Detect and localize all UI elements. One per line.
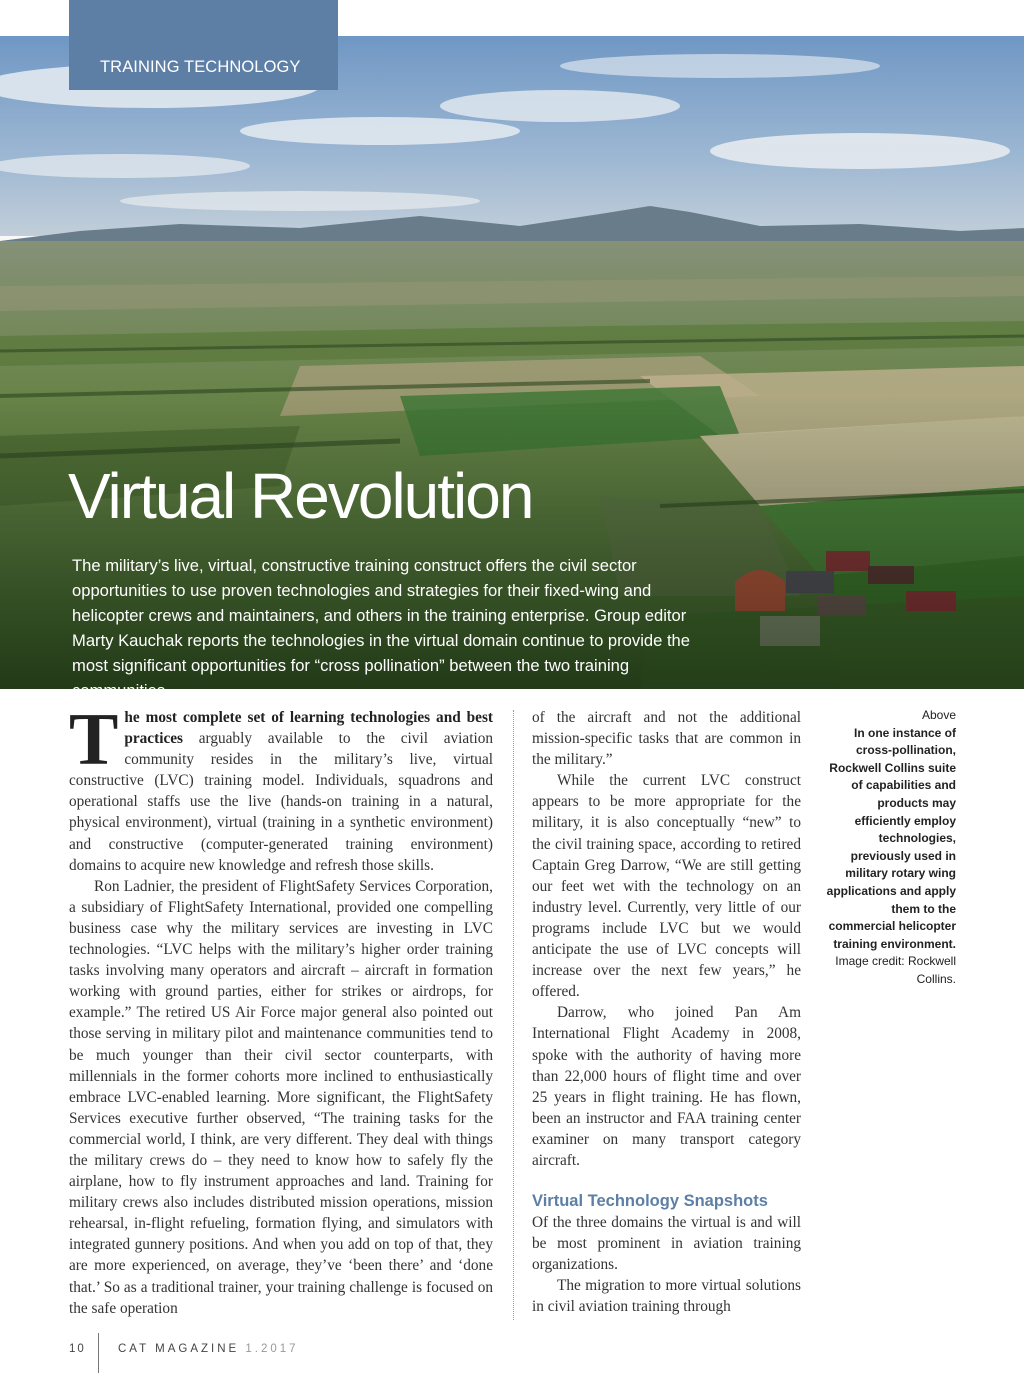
article-paragraph: Ron Ladnier, the president of FlightSafety Services Corporation, a subsidiary of FlightSafety International, provided one compelling business case why the military services are investing in LVC technologies. “LVC helps with the military’s higher order training tasks involving many operators and aircraft – aircraft in formation working with ground parties, either for strikes or airdrops, for example.” The retired US Air Force major general also pointed out those serving in military pilot and maintenance communities tend to be much younger than their civil sector counterparts, with millennials in the former cohorts more inclined to enthusiastically embrace LVC-enabled learning. More significant, the FlightSafety Services executive further observed, “The training tasks for the commercial world, I think, are very different. They deal with things the military crews do – they need to know how to safely fly the airplane, how to fly instrument approaches and land. Training for military crews also includes distributed mission operations, mission rehearsal, in-flight refueling, formation flying, and simulators with integrated gunnery positions. And when you add on top of that, they are more experienced, on average, they’ve ‘been there’ and ‘done that.’ So as a traditional trainer, your training challenge is focused on the safe operation [69,877,493,1317]
caption-text: In one instance of cross-pollination, Rockwell Collins suite of capabilities and products may efficiently employ technologies, previously used in military rotary wing applications and apply them to the commercial helicopter training environment. [826,725,956,951]
hero-image [0,36,1024,700]
magazine-name: CAT MAGAZINE [118,1343,240,1355]
caption-label: Above [921,708,956,722]
article-standfirst [72,553,692,703]
standfirst-text-start: The military’s live, virtual, constructive training construct offers the civil sector opportunities to use proven technologies and strategies for their fixed-wing and helicopter crews and maintainers, and others in the training enterprise. Group editor [72,556,687,625]
article-paragraph: of the aircraft and not the additional mission-specific tasks that are common in the military.” [532,709,801,769]
article-column-1 [69,699,493,1319]
image-caption [826,707,956,989]
standfirst-text-end: reports the technologies in the virtual domain continue to provide the most significant opportunities for “cross pollination” between the two training communities. [72,631,691,700]
issue-number: 1.2017 [245,1343,299,1355]
paragraph-text: arguably available to the civil aviation community resides in the military’s live, virtual constructive (LVC) training model. Individuals, squadrons and operational staffs use the live (hands-on training in a natural, physical environment), virtual (training in a synthetic environment) and constructive (computer-generated training environment) domains to acquire new knowledge and refresh those skills. [69,730,493,874]
article-title: Virtual Revolution [68,460,533,532]
drop-cap: T [69,699,119,781]
article-paragraph: The migration to more virtual solutions in civil aviation training through [532,1277,801,1316]
section-label: TRAINING TECHNOLOGY [100,58,301,76]
page-number: 10 [69,1343,86,1355]
section-subhead: Virtual Technology Snapshots [532,1192,768,1211]
article-paragraph: Darrow, who joined Pan Am International Flight Academy in 2008, spoke with the authority of having more than 22,000 hours of flight time and over 25 years in flight training. He has flown, been an instructor and FAA training center examiner on many transport category aircraft. [532,1004,801,1169]
article-paragraph [69,699,493,876]
caption-credit: Image credit: Rockwell Collins. [835,954,956,986]
column-divider [513,710,514,1320]
section-tab [69,0,338,90]
article-paragraph: While the current LVC construct appears to be more appropriate for the military, it is also conceptually “new” to the civil training space, according to retired Captain Greg Darrow, “We are still getting our feet wet with the technology on an industry level. Currently, very little of our programs include LVC but we would anticipate the use of LVC concepts will increase over the next few years,” he offered. [532,772,801,1001]
article-column-2 [532,707,801,1318]
lead-in: he most complete set of learning technologies and best practices [124,709,493,748]
article-paragraph: Of the three domains the virtual is and will be most prominent in aviation training organizations. [532,1214,801,1274]
author-name: Marty Kauchak [72,631,183,650]
footer-divider [98,1333,99,1373]
magazine-footer [118,1343,299,1355]
